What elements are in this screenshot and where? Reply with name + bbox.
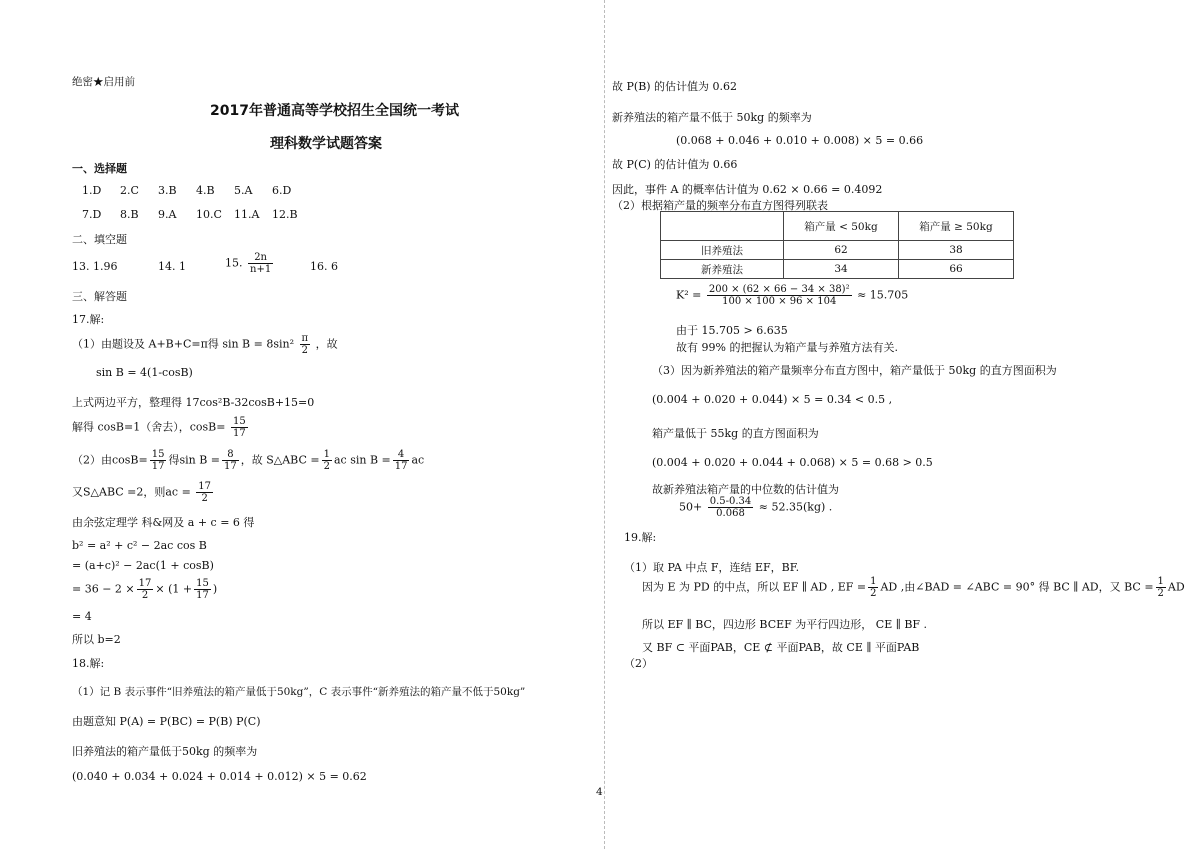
- q17-line5: （2）由cosB= $\frac{15}{17}$ 得sin B = $\frac{8}{17}$ ，故 S△ABC = $\frac{1}{2}$ ac sin B = $\frac{4}{17}$ ac: [72, 449, 425, 472]
- mc-answers-row1: 1.D 2.C 3.B 4.B 5.A 6.D: [82, 184, 292, 197]
- fill-answer-13: 13. 1.96: [72, 260, 118, 273]
- r-line12: (0.004 + 0.020 + 0.044 + 0.068) × 5 = 0.68 > 0.5: [652, 456, 933, 469]
- k2-formula: K² = $\frac{\text{200 × (62 × 66 − 34 × 38)²}}{100 \times 100 \times 96 \times 104}$ ≈ 15.705: [676, 284, 909, 307]
- r-line5: 因此，事件 A 的概率估计值为 0.62 × 0.66 = 0.4092: [612, 183, 883, 196]
- r-line17: 所以 EF ∥ BC，四边形 BCEF 为平行四边形， CE ∥ BF .: [642, 618, 928, 631]
- q17-line3: 上式两边平方，整理得 17cos²B-32cosB+15=0: [72, 396, 315, 409]
- fill-answer-15: 15. $\frac{2n}{n+1}$: [225, 252, 272, 275]
- r-line10: (0.004 + 0.020 + 0.044) × 5 = 0.34 < 0.5 ,: [652, 393, 893, 406]
- median-estimate: 50+ $\frac{0.5-0.34}{0.068}$ ≈ 52.35(kg) .: [679, 496, 833, 519]
- r-line4: 故 P(C) 的估计值为 0.66: [612, 158, 738, 171]
- q17-line7: 由余弦定理学 科&网及 a + c = 6 得: [72, 516, 255, 529]
- answer-title: 理科数学试题答案: [270, 136, 382, 152]
- q18-line3: 旧养殖法的箱产量低于50kg 的频率为: [72, 745, 258, 758]
- r-line3: (0.068 + 0.046 + 0.010 + 0.008) × 5 = 0.66: [676, 134, 924, 147]
- q18-line2: 由题意知 P(A) = P(BC) = P(B) P(C): [72, 715, 261, 728]
- q17-line6: 又S△ABC =2，则ac = $\frac{17}{2}$: [72, 481, 212, 504]
- fill-answer-16: 16. 6: [310, 260, 338, 273]
- q17-line2: sin B = 4(1-cosB): [96, 366, 193, 379]
- q17-line4: 解得 cosB=1（舍去），cosB= $\frac{15}{17}$: [72, 416, 246, 439]
- q17-line1: （1）由题设及 A+B+C=π得 sin B = 8sin² $\frac{\pi}{2}$ ，故: [72, 333, 338, 356]
- q18-line4: (0.040 + 0.034 + 0.024 + 0.014 + 0.012) × 5 = 0.62: [72, 770, 367, 783]
- fold-line: [604, 0, 605, 849]
- q18-label: 18.解:: [72, 657, 105, 670]
- section2-heading: 二、填空题: [72, 233, 127, 246]
- secret-label: 绝密★启用前: [72, 76, 135, 88]
- q17-line9: = (a+c)² − 2ac(1 + cosB): [72, 559, 214, 572]
- r-line11: 箱产量低于 55kg 的直方图面积为: [652, 427, 819, 440]
- contingency-table: [660, 211, 1014, 279]
- q19-label: 19.解:: [624, 531, 657, 544]
- r-line9: （3）因为新养殖法的箱产量频率分布直方图中，箱产量低于 50kg 的直方图面积为: [652, 364, 1057, 377]
- r-line2: 新养殖法的箱产量不低于 50kg 的频率为: [612, 111, 812, 124]
- section1-heading: 一、选择题: [72, 162, 127, 175]
- page-number: 4: [596, 786, 603, 798]
- r-line16: 因为 E 为 PD 的中点，所以 EF ∥ AD , EF = $\frac{1}{2}$ AD ,由∠BAD = ∠ABC = 90° 得 BC ∥ AD，又 BC = $\frac{1}{2}$ AD: [642, 576, 1185, 599]
- r-line13: 故新养殖法箱产量的中位数的估计值为: [652, 483, 839, 496]
- q17-line11: = 4: [72, 610, 92, 623]
- table-row: 新养殖法 34 66: [661, 260, 1014, 279]
- r-line7: 由于 15.705 > 6.635: [676, 324, 788, 337]
- q17-line12: 所以 b=2: [72, 633, 121, 646]
- exam-title: 2017年普通高等学校招生全国统一考试: [210, 103, 459, 119]
- r-line19: （2）: [624, 657, 653, 670]
- q17-line10: = 36 − 2 × $\frac{17}{2}$ × (1 + $\frac{15}{17}$ ): [72, 578, 218, 601]
- r-line6: （2）根据箱产量的频率分布直方图得列联表: [612, 199, 828, 212]
- fill-answer-14: 14. 1: [158, 260, 186, 273]
- mc-answers-row2: 7.D 8.B 9.A 10.C 11.A 12.B: [82, 208, 298, 221]
- q17-line8: b² = a² + c² − 2ac cos B: [72, 539, 207, 552]
- table-header: 箱产量 ≥ 50kg: [899, 212, 1014, 241]
- r-line1: 故 P(B) 的估计值为 0.62: [612, 80, 738, 93]
- r-line8: 故有 99% 的把握认为箱产量与养殖方法有关.: [676, 341, 898, 354]
- section3-heading: 三、解答题: [72, 290, 127, 303]
- table-header: 箱产量 < 50kg: [784, 212, 899, 241]
- q17-label: 17.解:: [72, 313, 105, 326]
- r-line15: （1）取 PA 中点 F，连结 EF，BF.: [624, 561, 800, 574]
- table-header-row: [661, 212, 1014, 241]
- q18-line1: （1）记 B 表示事件“旧养殖法的箱产量低于50kg”，C 表示事件“新养殖法的箱产量不低于50kg”: [72, 686, 526, 698]
- table-row: 旧养殖法 62 38: [661, 241, 1014, 260]
- r-line18: 又 BF ⊂ 平面PAB，CE ⊄ 平面PAB，故 CE ∥ 平面PAB: [642, 641, 920, 654]
